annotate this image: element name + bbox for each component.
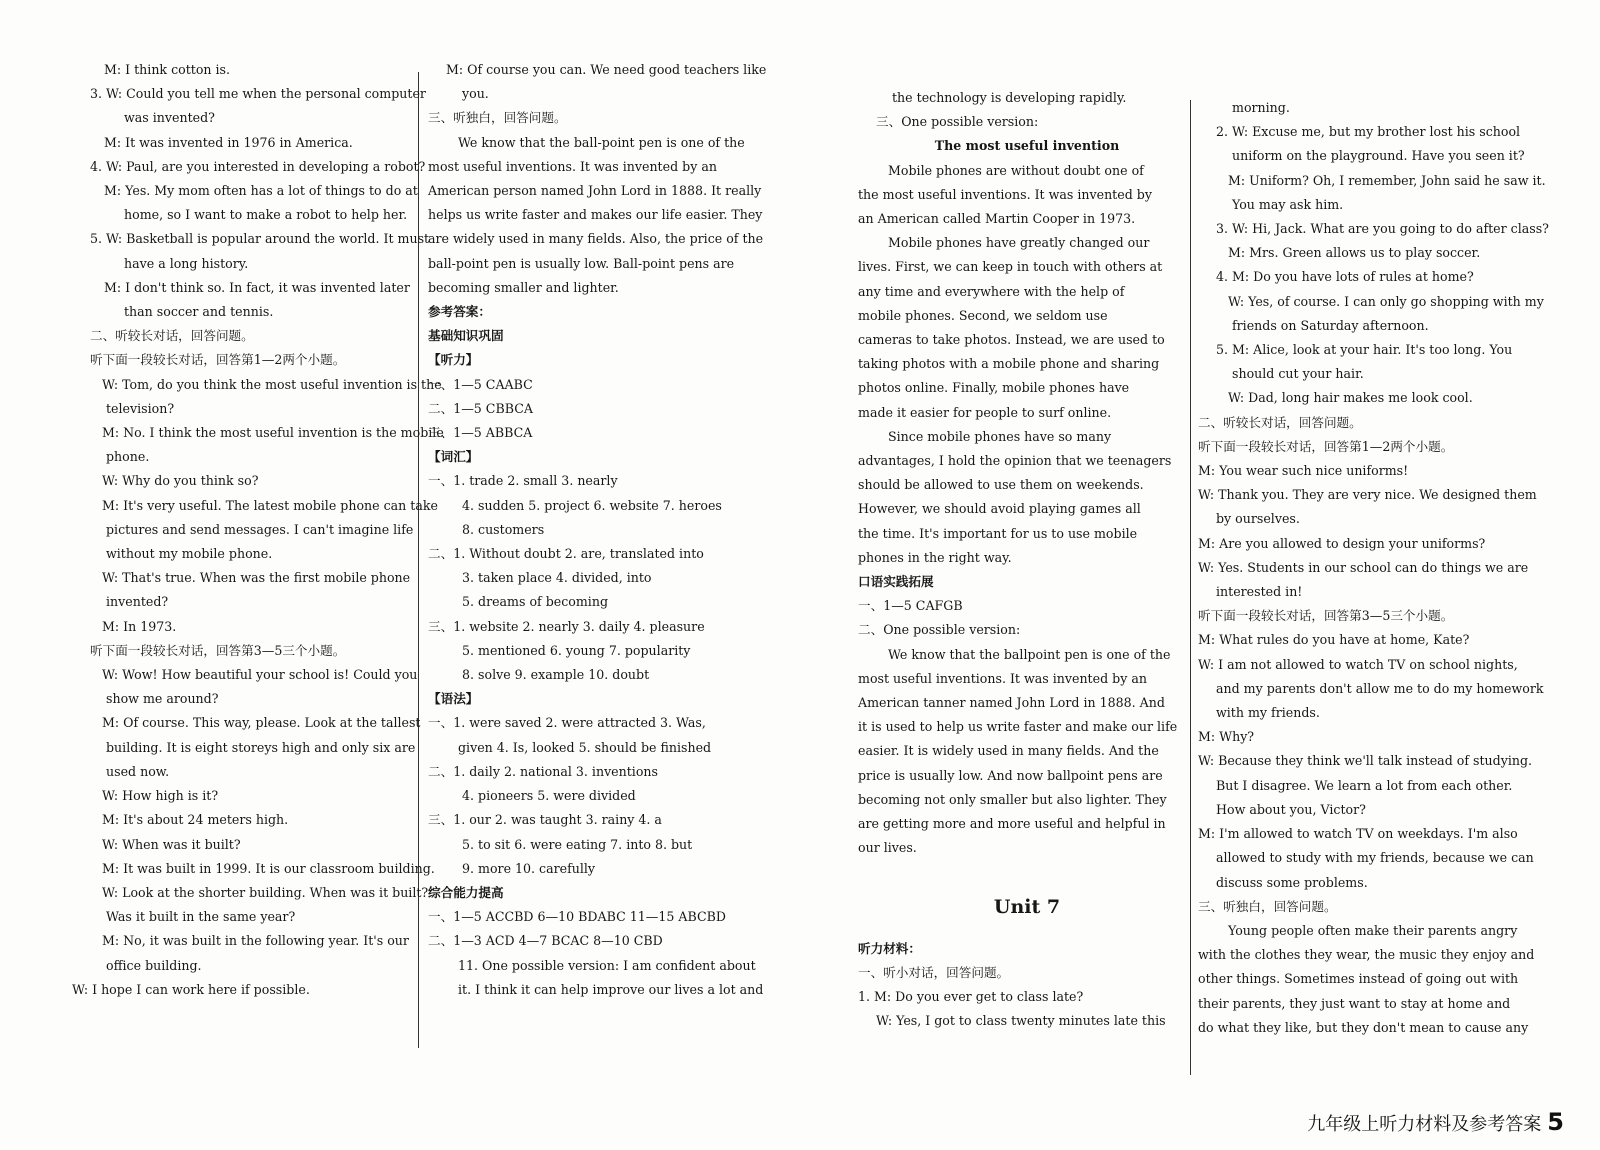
text-line: used now. (106, 763, 170, 779)
text-line: 二、One possible version: (858, 622, 1021, 638)
text-line: M: Yes. My mom often has a lot of things to do at (104, 183, 418, 199)
text-line: W: I am not allowed to watch TV on school nights, (1198, 656, 1518, 672)
text-line: 3. taken place 4. divided, into (462, 570, 652, 586)
text-line: 参考答案： (428, 304, 491, 320)
text-line: mobile phones. Second, we seldom use (858, 307, 1108, 323)
text-line: an American called Martin Cooper in 1973. (858, 211, 1136, 227)
text-line: M: What rules do you have at home, Kate? (1198, 632, 1470, 648)
text-line: pictures and send messages. I can't imagine life (106, 521, 414, 537)
text-line: our lives. (858, 840, 917, 856)
text-line: 5. M: Alice, look at your hair. It's too long. You (1216, 342, 1513, 358)
text-line: M: I think cotton is. (104, 62, 231, 77)
text-line: M: It's very useful. The latest mobile phone can take (102, 497, 438, 513)
text-line: it is used to help us write faster and make our life (858, 719, 1178, 735)
text-line: 三、听独白，回答问题。 (1198, 898, 1337, 914)
text-line: office building. (106, 957, 202, 973)
text-line: W: I hope I can work here if possible. (72, 981, 310, 997)
text-line: 二、1—3 ACD 4—7 BCAC 8—10 CBD (428, 933, 663, 949)
text-column-4 (1198, 96, 1550, 1040)
text-line: 听下面一段较长对话，回答第3—5三个小题。 (90, 642, 346, 658)
page-number: 5 (1547, 1108, 1564, 1136)
text-line: easier. It is widely used in many fields. And the (858, 743, 1159, 759)
text-line: 【语法】 (428, 691, 479, 707)
text-line: advantages, I hold the opinion that we teenagers (858, 453, 1172, 469)
text-line: 二、1. Without doubt 2. are, translated into (428, 546, 704, 562)
text-line: 5. W: Basketball is popular around the world. It must (90, 231, 430, 247)
text-line: 1. M: Do you ever get to class late? (858, 988, 1084, 1004)
text-line: phone. (106, 449, 150, 465)
footer-title: 九年级上听力材料及参考答案 (1307, 1114, 1542, 1135)
text-line: the time. It's important for us to use mobile (858, 525, 1138, 541)
text-line: should be allowed to use them on weekends. (858, 477, 1144, 493)
text-line: 二、1—5 CBBCA (428, 400, 533, 416)
text-line: you. (462, 86, 489, 102)
text-line: The most useful invention (934, 138, 1120, 154)
text-line: M: No, it was built in the following year. It's our (102, 933, 409, 949)
text-line: 【听力】 (428, 352, 479, 368)
text-line: made it easier for people to surf online. (858, 404, 1112, 420)
text-line: invented? (106, 594, 169, 610)
text-line: other things. Sometimes instead of going out with (1198, 971, 1519, 987)
text-line: M: Of course you can. We need good teachers like (446, 62, 767, 77)
text-line: uniform on the playground. Have you seen it? (1232, 148, 1525, 164)
text-line: W: When was it built? (102, 836, 241, 852)
text-line: M: It's about 24 meters high. (102, 812, 289, 828)
text-line: any time and everywhere with the help of (858, 283, 1125, 299)
text-line: 听下面一段较长对话，回答第3—5三个小题。 (1198, 608, 1454, 624)
text-line: without my mobile phone. (106, 546, 273, 562)
page-footer (1307, 1108, 1564, 1136)
text-line: discuss some problems. (1216, 874, 1368, 890)
text-line: W: Wow! How beautiful your school is! Could you (102, 667, 418, 683)
text-line: However, we should avoid playing games all (858, 501, 1141, 517)
text-line: 一、听小对话，回答问题。 (858, 964, 1010, 980)
text-line: 一、1. trade 2. small 3. nearly (428, 473, 618, 489)
text-line: W: Yes. Students in our school can do things we are (1198, 559, 1529, 575)
text-line: by ourselves. (1216, 511, 1300, 527)
text-line: 3. W: Could you tell me when the personal computer (90, 86, 426, 102)
text-line: and my parents don't allow me to do my homework (1216, 680, 1544, 696)
text-line: their parents, they just want to stay at home and (1198, 995, 1511, 1011)
text-line: How about you, Victor? (1216, 801, 1366, 817)
text-line: are widely used in many fields. Also, the price of the (428, 231, 764, 247)
text-line: You may ask him. (1232, 196, 1344, 212)
text-line: 2. W: Excuse me, but my brother lost his school (1216, 124, 1521, 140)
text-line: 三、One possible version: (876, 114, 1039, 130)
text-line: 二、1. daily 2. national 3. inventions (428, 763, 658, 779)
text-line: American person named John Lord in 1888. It really (428, 183, 762, 199)
text-line: 三、1—5 ABBCA (428, 425, 533, 441)
text-line: morning. (1232, 100, 1290, 115)
text-line: Since mobile phones have so many (888, 428, 1112, 444)
text-line: M: Uniform? Oh, I remember, John said he saw it. (1228, 172, 1546, 188)
text-line: W: Look at the shorter building. When was it built? (102, 884, 429, 900)
unit-heading: Unit 7 (993, 895, 1061, 918)
text-line: 一、1. were saved 2. were attracted 3. Was, (428, 715, 706, 731)
text-line: 一、1—5 CAFGB (858, 598, 963, 614)
text-line: 基础知识巩固 (428, 328, 504, 344)
text-line: 口语实践拓展 (858, 574, 934, 590)
text-line: the most useful inventions. It was invented by (858, 186, 1152, 202)
text-line: 听力材料： (858, 940, 921, 956)
text-line: show me around? (106, 691, 219, 707)
text-line: 【词汇】 (428, 449, 479, 465)
text-line: Mobile phones are without doubt one of (888, 162, 1144, 178)
text-column-3 (858, 86, 1196, 1033)
text-line: 4. pioneers 5. were divided (462, 788, 636, 804)
text-line: 5. dreams of becoming (462, 594, 609, 610)
text-line: W: That's true. When was the first mobile phone (102, 570, 411, 586)
text-line: most useful inventions. It was invented by an (858, 670, 1147, 686)
text-line: W: Dad, long hair makes me look cool. (1228, 390, 1473, 406)
text-line: television? (106, 400, 175, 416)
text-line: We know that the ball-point pen is one of the (458, 134, 745, 150)
text-line: it. I think it can help improve our lives a lot and (458, 981, 764, 997)
text-line: W: Thank you. They are very nice. We designed them (1198, 487, 1537, 503)
text-line: helps us write faster and makes our life easier. They (428, 207, 763, 223)
text-line: 4. sudden 5. project 6. website 7. heroes (462, 497, 722, 513)
text-line: 3. W: Hi, Jack. What are you going to do after class? (1216, 221, 1549, 237)
text-line: 11. One possible version: I am confident about (458, 957, 756, 973)
text-line: 8. customers (462, 521, 545, 537)
text-line: ball-point pen is usually low. Ball-point pens are (428, 255, 735, 271)
text-line: 8. solve 9. example 10. doubt (462, 667, 650, 683)
text-line: home, so I want to make a robot to help her. (124, 207, 408, 223)
text-line: 二、听较长对话，回答问题。 (1198, 414, 1362, 430)
text-line: 听下面一段较长对话，回答第1—2两个小题。 (1198, 438, 1454, 454)
text-line: 三、听独白，回答问题。 (428, 110, 567, 126)
text-line: 9. more 10. carefully (462, 860, 596, 876)
text-line: W: How high is it? (102, 788, 219, 804)
text-line: We know that the ballpoint pen is one of the (888, 646, 1171, 662)
text-column-2 (428, 58, 767, 1002)
text-line: interested in! (1216, 584, 1303, 600)
text-line: M: I don't think so. In fact, it was invented later (104, 279, 410, 295)
text-line: taking photos with a mobile phone and sharing (858, 356, 1160, 372)
text-line: cameras to take photos. Instead, we are used to (858, 332, 1165, 348)
text-line: M: It was built in 1999. It is our classroom building. (102, 860, 435, 876)
text-line: given 4. Is, looked 5. should be finished (458, 739, 712, 755)
text-line: 4. W: Paul, are you interested in developing a robot? (90, 158, 426, 174)
text-line: most useful inventions. It was invented by an (428, 158, 717, 174)
text-line: Young people often make their parents angry (1228, 922, 1518, 938)
text-line: 4. M: Do you have lots of rules at home? (1216, 269, 1474, 285)
text-line: 5. to sit 6. were eating 7. into 8. but (462, 836, 693, 852)
text-line: 一、1—5 CAABC (428, 376, 533, 392)
text-line: are getting more and more useful and helpful in (858, 816, 1166, 832)
text-line: M: Of course. This way, please. Look at the tallest (102, 715, 421, 731)
text-line: 5. mentioned 6. young 7. popularity (462, 642, 691, 658)
text-line: becoming smaller and lighter. (428, 279, 619, 295)
text-line: Mobile phones have greatly changed our (888, 235, 1150, 251)
text-line: becoming not only smaller but also lighter. They (858, 791, 1167, 807)
text-line: friends on Saturday afternoon. (1232, 317, 1429, 333)
text-line: with my friends. (1216, 705, 1320, 721)
text-line: M: You wear such nice uniforms! (1198, 463, 1409, 479)
text-line: photos online. Finally, mobile phones have (858, 380, 1130, 396)
text-line: building. It is eight storeys high and only six are (106, 739, 416, 755)
text-line: allowed to study with my friends, because we can (1216, 850, 1534, 866)
text-line: 一、1—5 ACCBD 6—10 BDABC 11—15 ABCBD (428, 909, 726, 925)
text-line: have a long history. (124, 255, 249, 271)
text-line: M: In 1973. (102, 618, 177, 634)
text-line: M: Are you allowed to design your uniforms? (1198, 535, 1486, 551)
text-line: W: Yes, of course. I can only go shopping with my (1228, 293, 1544, 309)
text-line: price is usually low. And now ballpoint pens are (858, 767, 1163, 783)
text-line: American tanner named John Lord in 1888. And (858, 695, 1165, 711)
text-line: 三、1. website 2. nearly 3. daily 4. pleasure (428, 618, 705, 634)
text-line: W: Tom, do you think the most useful invention is the (102, 376, 442, 392)
text-line: was invented? (124, 110, 215, 126)
text-line: than soccer and tennis. (124, 304, 274, 320)
text-line: phones in the right way. (858, 549, 1012, 565)
text-line: 听下面一段较长对话，回答第1—2两个小题。 (90, 352, 346, 368)
text-line: W: Because they think we'll talk instead of studying. (1198, 753, 1533, 769)
text-line: M: It was invented in 1976 in America. (104, 134, 353, 150)
text-line: lives. First, we can keep in touch with others at (858, 259, 1163, 275)
text-line: M: Why? (1198, 729, 1255, 745)
text-line: W: Why do you think so? (102, 473, 259, 489)
text-line: 三、1. our 2. was taught 3. rainy 4. a (428, 812, 662, 828)
text-line: 综合能力提高 (428, 884, 504, 900)
text-line: M: No. I think the most useful invention is the mobile (102, 425, 444, 441)
text-line: W: Yes, I got to class twenty minutes late this (876, 1013, 1166, 1029)
text-line: But I disagree. We learn a lot from each other. (1216, 777, 1513, 793)
text-line: the technology is developing rapidly. (892, 90, 1127, 105)
text-line: with the clothes they wear, the music they enjoy and (1198, 947, 1535, 963)
text-line: M: I'm allowed to watch TV on weekdays. I'm also (1198, 826, 1518, 842)
text-line: 二、听较长对话，回答问题。 (90, 328, 254, 344)
text-line: should cut your hair. (1232, 366, 1364, 382)
text-column-1 (72, 58, 444, 1002)
text-line: Was it built in the same year? (106, 909, 296, 925)
text-line: M: Mrs. Green allows us to play soccer. (1228, 245, 1481, 261)
text-line: do what they like, but they don't mean to cause any (1198, 1019, 1529, 1035)
